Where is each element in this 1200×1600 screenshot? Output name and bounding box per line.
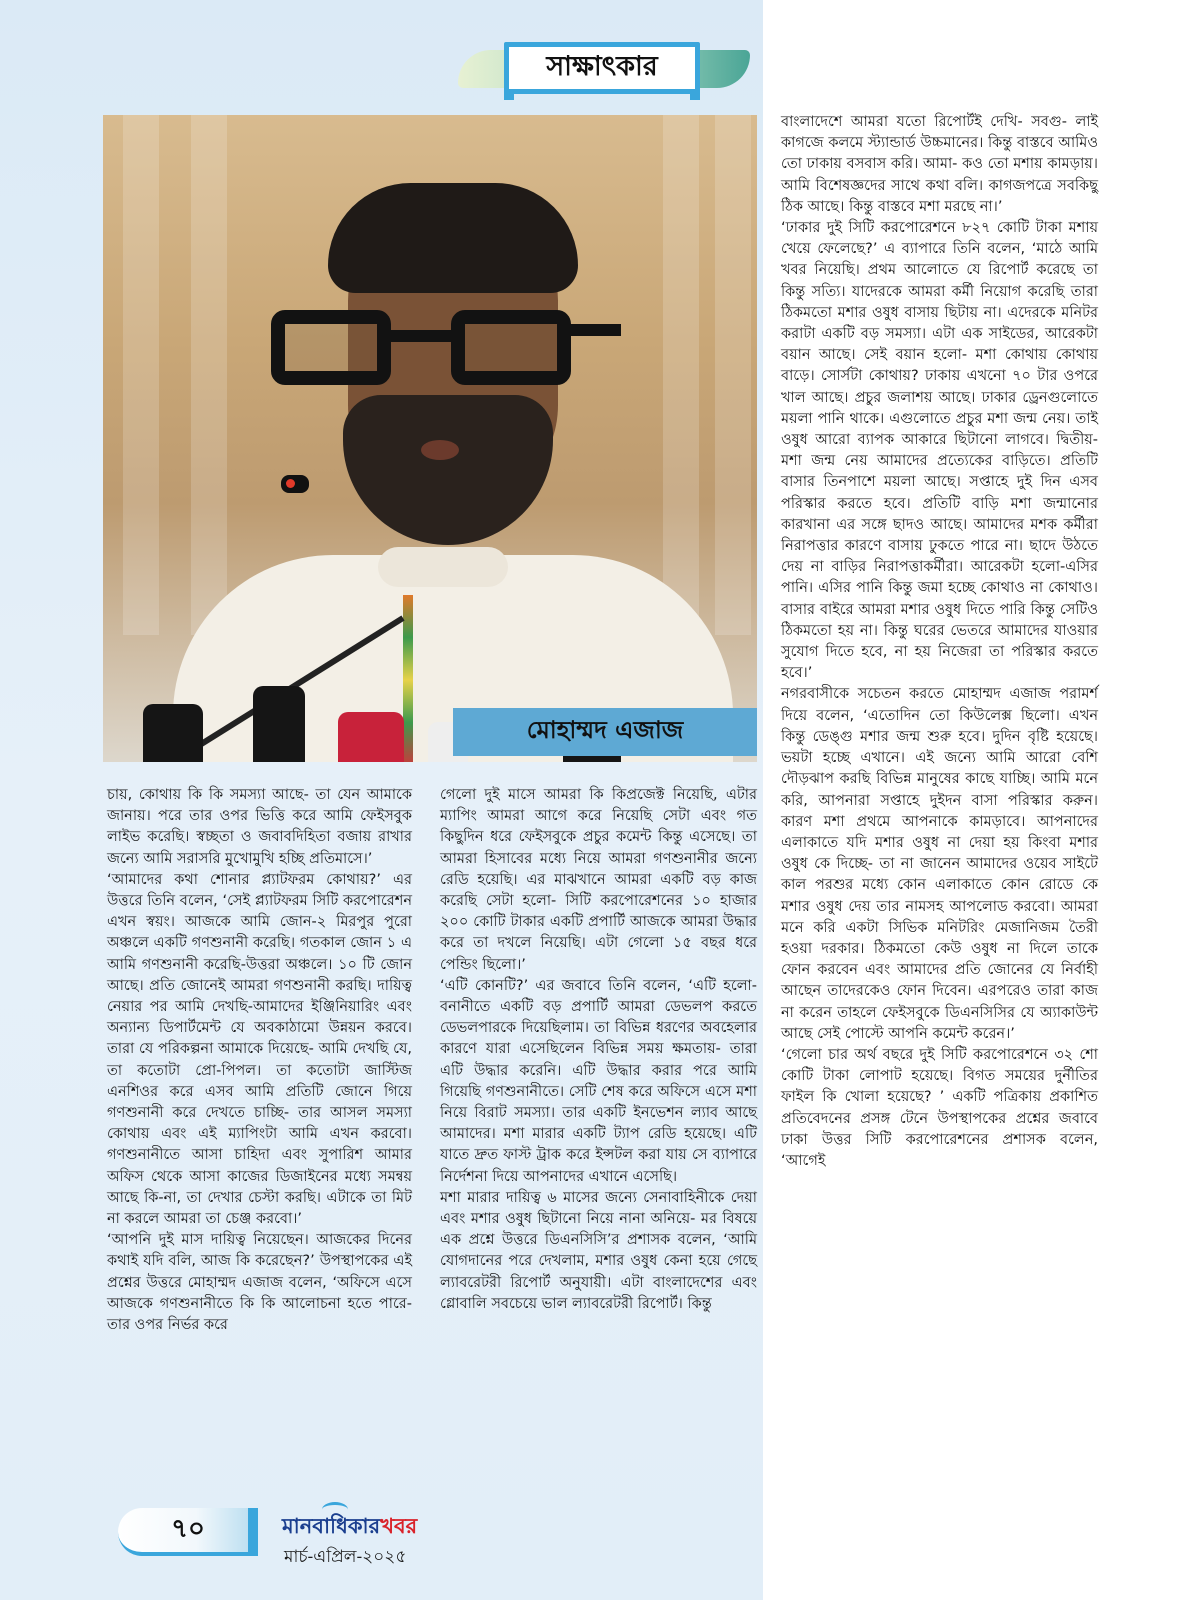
background-panel xyxy=(715,115,751,635)
section-title: সাক্ষাৎকার xyxy=(504,42,700,94)
mouth xyxy=(421,440,459,460)
paragraph: গেলো দুই মাসে আমরা কি কিপ্রজেক্ট নিয়েছি, এটার ম্যাপিং আমরা আগে করে নিয়েছি সেটা এবং গত কিছুদিন ধরে ফেইসবুকে প্রচুর কমেন্ট কিন্তু এসেছে। তা আমরা হিসাবের মধ্যে নিয়ে আমরা গণশুনানীর জন্যে রেডি হয়েছি। এর মাঝখানে আমরা একটি বড় কাজ করেছি সেটা হলো- সিটি করপোরেশনের ১০ হাজার ২০০ কোটি টাকার একটি প্রপার্টি আজকে আমরা উদ্ধার করে তা দখলে নিয়েছি। এটা গেলো ১৫ বছর ধরে পেন্ডিং ছিলো।’ xyxy=(440,787,757,973)
glasses xyxy=(271,310,621,385)
paragraph: ‘এটি কোনটি?’ এর জবাবে তিনি বলেন, ‘এটি হলো-বনানীতে একটি বড় প্রপার্টি আমরা ডেভলপ করতে ডেভলপারকে দিয়েছিলাম। তা বিভিন্ন ধরণের অবহেলার কারণে যারা এসেছিলেন বিভিন্ন সময় ক্ষমতায়- তারা এটি উদ্ধার করেনি। এটি উদ্ধার করার পরে আমি গিয়েছি গণশুনানীতে। সেটি শেষ করে অফিসে এসে মশা নিয়ে বিরাট সমস্যা। তার একটি ইনভেশন ল্যাব আছে আমাদের। মশা মারার একটি ট্যাপ রেডি হয়েছে। এটি যাতে দ্রুত ফাস্ট ট্রাক করে ইন্সটল করা যায় সে ব্যাপারে নির্দেশনা দিয়ে আপনাদের এখানে এসেছি। xyxy=(440,977,757,1185)
text-column-3 xyxy=(781,112,1098,1172)
interviewee-photo xyxy=(103,115,757,762)
paragraph: বাংলাদেশে আমরা যতো রিপোর্টই দেখি- সবগু- লাই কাগজে কলমে স্ট্যান্ডার্ড উচ্চমানের। কিন্তু বাস্তবে আমিও তো ঢাকায় বসবাস করি। আমা- কও তো মশায় কামড়ায়। আমি বিশেষজ্ঞদের সাথে কথা বলি। কাগজপত্রে সবকিছু ঠিক আছে। কিন্তু বাস্তবে মশা মরছে না।’ xyxy=(781,114,1098,215)
text-column-1 xyxy=(107,785,412,1336)
microphone-light xyxy=(286,479,295,488)
issue-date: মার্চ-এপ্রিল-২০২৫ xyxy=(284,1547,407,1567)
section-header xyxy=(458,40,750,102)
glasses-lens-right xyxy=(451,310,571,385)
microphone xyxy=(253,686,305,762)
glasses-bridge xyxy=(389,330,455,342)
magazine-name-part1: মানবাধিকার xyxy=(282,1513,381,1538)
background-panel xyxy=(191,115,227,635)
paragraph: ‘আপনি দুই মাস দায়িত্ব নিয়েছেন। আজকের দিনের কথাই যদি বলি, আজ কি করেছেন?’ উপস্থাপকের এই প্রশ্নের উত্তরে মোহাম্মদ এজাজ বলেন, ‘অফিসে এসে আজকে গণশুনানীতে কি কি আলোচনা হতে পারে-তার ওপর নির্ভর করে xyxy=(107,1232,412,1334)
shirt-collar xyxy=(378,547,508,587)
magazine-logo xyxy=(282,1510,442,1544)
microphone xyxy=(143,704,203,762)
paragraph: ‘গেলো চার অর্থ বছরে দুই সিটি করপোরেশনে ৩২ শো কোটি টাকা লোপাট হয়েছে। বিগত সময়ের দুর্নীতির ফাইল কি খোলা হয়েছে? ’ একটি পত্রিকায় প্রকাশিত প্রতিবেদনের প্রসঙ্গ টেনে উপস্থাপকের প্রশ্নের জবাবে ঢাকা উত্তর সিটি করপোরেশনের প্রশাসক বলেন, ‘আগেই xyxy=(781,1046,1098,1169)
paragraph: ‘ঢাকার দুই সিটি করপোরেশনে ৮২৭ কোটি টাকা মশায় খেয়ে ফেলেছে?’ এ ব্যাপারে তিনি বলেন, ‘মাঠে আমি খবর নিয়েছি। প্রথম আলোতে যে রিপোর্ট করেছে তা কিন্তু সত্যি। যাদেরকে আমরা কর্মী নিয়োগ করেছি তারা ঠিকমতো মশার ওষুধ বাসায় ছিটায় না। এদেরকে মনিটর করাটা একটি বড় সমস্যা। এটা এক সাইডের, আরেকটা বয়ান আছে। সেই বয়ান হলো- মশা কোথায় কোথায় বাড়ে। সোর্সটা কোথায়? ঢাকায় এখনো ৭০ টার ওপরে খাল আছে। প্রচুর জলাশয় আছে। ঢাকার ড্রেনগুলোতে ময়লা পানি থাকে। এগুলোতে প্রচুর মশা জন্ম নেয়। তাই ওষুধ আরো ব্যাপক আকারে ছিটানো লাগবে। দ্বিতীয়- মশা জন্ম নেয় আমাদের প্রত্যেকের বাড়িতে। প্রতিটি বাসার তিনপাশে ময়লা আছে। সপ্তাহে দুই দিন এসব পরিস্কার করতে হবে। প্রতিটি বাড়ি মশা জন্মানোর কারখানা এর সঙ্গে ছাদও আছে। আমাদের মশক কর্মীরা নিরাপত্তার কারণে বাসায় ঢুকতে পারে না। ছাদে উঠতে দেয় না বাড়ির নিরাপত্তাকর্মীরা। আরেকটা হলো-এসির পানি। এসির পানি কিন্তু জমা হচ্ছে কোথাও না কোথাও। বাসার বাইরে আমরা মশার ওষুধ দিতে পারি কিন্তু সেটিও ঠিকমতো হয় না। কিন্তু ঘরের ভেতরে আমাদের যাওয়ার সুযোগ দিতে হবে, না হয় নিজেরা তা পরিস্কার করতে হবে।’ xyxy=(781,220,1098,682)
dove-icon xyxy=(322,1502,348,1517)
background-panel xyxy=(123,115,159,635)
background-panel xyxy=(663,115,699,635)
beard xyxy=(343,395,553,545)
paragraph: মশা মারার দায়িত্ব ৬ মাসের জন্যে সেনাবাহিনীকে দেয়া এবং মশার ওষুধ ছিটানো নিয়ে নানা অনিয়ে- মর বিষয়ে এক প্রশ্নে উত্তরে ডিএনসিসি’র প্রশাসক বলেন, ‘আমি যোগদানের পরে দেখলাম, মশার ওষুধ কেনা হয়ে গেছে ল্যাবরেটরী রিপোর্ট অনুযায়ী। এটা বাংলাদেশের এবং গ্লোবালি সবচেয়ে ভাল ল্যাবরেটরী রিপোর্ট। কিন্তু xyxy=(440,1189,757,1312)
paragraph: চায়, কোথায় কি কি সমস্যা আছে- তা যেন আমাকে জানায়। পরে তার ওপর ভিত্তি করে আমি ফেইসবুক লাইভ করেছি। স্বচ্ছতা ও জবাবদিহিতা বজায় রাখার জন্যে আমি সরাসরি মুখোমুখি হচ্ছি প্রতিমাসে।’ xyxy=(107,787,412,867)
magazine-name-part2: খবর xyxy=(380,1513,418,1538)
glasses-lens-left xyxy=(271,310,391,385)
page-number: ৭০ xyxy=(171,1514,205,1544)
text-column-2 xyxy=(440,785,757,1315)
microphone xyxy=(338,712,404,762)
paragraph: নগরবাসীকে সচেতন করতে মোহাম্মদ এজাজ পরামর্শ দিয়ে বলেন, ‘এতোদিন তো কিউলেক্স ছিলো। এখন কিন্তু ডেঙ্গু মশার জন্ম শুরু হবে। দুদিন বৃষ্টি হয়েছে। ভয়টা হচ্ছে এখানে। এই জন্যে আমি আরো বেশি দৌড়ঝাপ করছি বিভিন্ন মানুষের কাছে যাচ্ছি। আমি মনে করি, আপনারা সপ্তাহে দুইদন বাসা পরিস্কার করুন। কারণ মশা প্রথমে আপনাকে কামড়াবে। আপনাদের এলাকাতে যদি মশার ওষুধ না দেয়া হয় কিংবা মশার ওষুধ কে দিচ্ছে- তা না জানেন আমাদের ওয়েব সাইটে কাল পরশুর মধ্যে কোন এলাকাতে কোন রোডে কে মশার ওষুধ দেয় তার নামসহ আপলোড করবো। আমরা মনে করি একটা সিভিক মনিটরিং মেজানিজম তৈরী হওয়া দরকার। ঠিকমতো কেউ ওষুধ না দিলে তাকে ফোন করবেন এবং আমাদের প্রতি জোনের যে নির্বাহী আছেন তাদেরকেও ফোন দিবেন। এরপরেও তারা কাজ না করেন তাহলে ফেইসবুকে ডিএনসিসির যে অ্যাকাউন্ট আছে সেই পোস্টে আপনি কমেন্ট করেন।’ xyxy=(781,686,1098,1042)
paragraph: ‘আমাদের কথা শোনার প্ল্যাটফরম কোথায়?’ এর উত্তরে তিনি বলেন, ‘সেই প্ল্যাটফরম সিটি করপোরেশন এখন স্বয়ং। আজকে আমি জোন-২ মিরপুর পুরো অঞ্চলে একটি গণশুনানী করেছি। গতকাল জোন ১ এ আমি গণশুনানী করেছি-উত্তরা অঞ্চলে। ১০ টি জোন আছে। প্রতি জোনেই আমরা গণশুনানী করছি। দায়িত্ব নেয়ার পর আমি দেখছি-আমাদের ইঞ্জিনিয়ারিং এবং অন্যান্য ডিপার্টমেন্ট যে অবকাঠামো উন্নয়ন করবে। তারা যে পরিকল্পনা আমাকে দিয়েছে- আমি দেখছি যে, তা কতোটা প্রো-পিপল। তা কতোটা জাস্টিজ এনশিওর করে এসব আমি প্রতিটি জোনে গিয়ে গণশুনানী করে দেখতে চাচ্ছি- তার আসল সমস্যা কোথায় এবং এই ম্যাপিংটা আমি এখন করবো। গণশুনানীতে আসা চাহিদা এবং সুপারিশ আমার অফিস থেকে আসা কাজের ডিজাইনের মধ্যে সমন্বয় আছে কি-না, তা দেখার চেস্টা করছি। এটাকে তা মিট না করলে আমরা তা চেঞ্জ করবো।’ xyxy=(107,871,412,1228)
hair xyxy=(328,183,578,293)
glasses-temple xyxy=(569,324,621,336)
photo-caption: মোহাম্মদ এজাজ xyxy=(453,708,757,756)
